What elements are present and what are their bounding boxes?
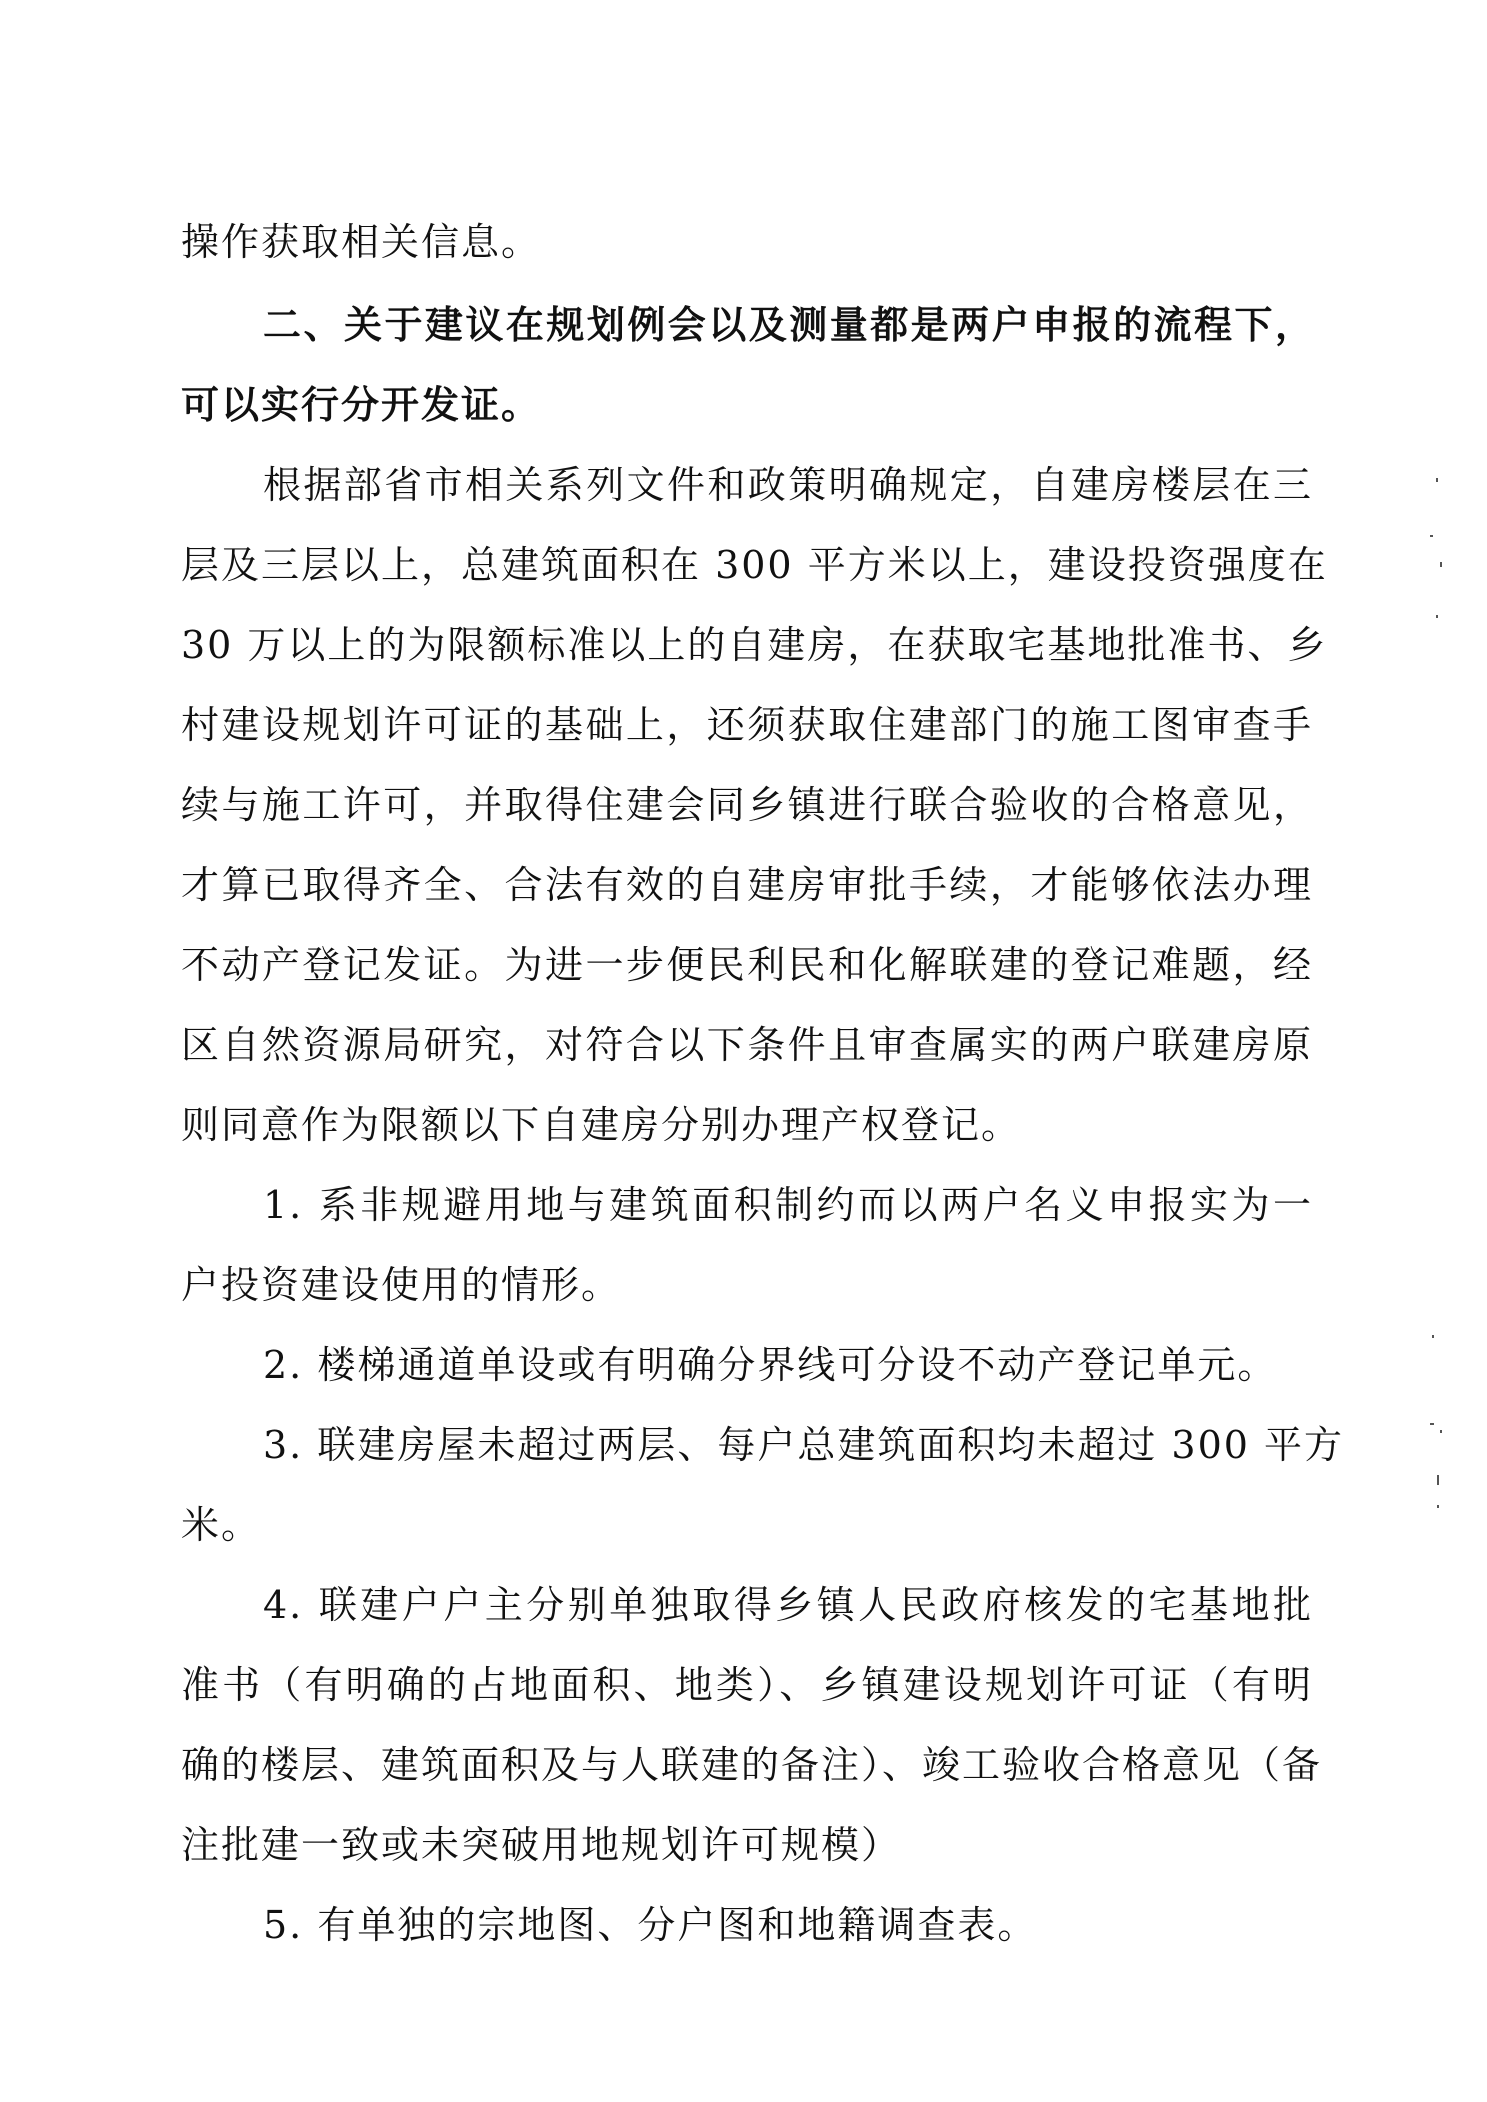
scan-speck [1437,1475,1439,1485]
text-line-6: 30 万以上的为限额标准以上的自建房，在获取宅基地批准书、乡 [181,623,1328,667]
text-line-7: 村建设规划许可证的基础上，还须获取住建部门的施工图审查手 [181,703,1313,747]
text-line-11: 区自然资源局研究，对符合以下条件且审查属实的两户联建房原 [181,1023,1313,1067]
scan-speck [1432,1335,1434,1338]
text-line-4: 根据部省市相关系列文件和政策明确规定，自建房楼层在三 [263,463,1313,507]
text-line-1: 操作获取相关信息。 [181,220,542,264]
list-item-5: 5. 有单独的宗地图、分户图和地籍调查表。 [263,1903,1038,1947]
scan-speck [1440,562,1442,567]
scan-speck [1440,1430,1442,1433]
scan-speck [1436,615,1438,618]
list-item-4-line-4: 注批建一致或未突破用地规划许可规模） [181,1823,902,1867]
section-heading-line-2: 可以实行分开发证。 [181,383,542,427]
text-line-8: 续与施工许可，并取得住建会同乡镇进行联合验收的合格意见， [181,783,1313,827]
section-heading-line-1: 二、关于建议在规划例会以及测量都是两户申报的流程下， [263,303,1315,347]
list-item-3-line-2: 米。 [181,1503,262,1547]
list-item-4-line-2: 准书（有明确的占地面积、地类）、乡镇建设规划许可证（有明 [181,1663,1313,1707]
text-line-9: 才算已取得齐全、合法有效的自建房审批手续，才能够依法办理 [181,863,1313,907]
list-item-1-line-2: 户投资建设使用的情形。 [181,1263,622,1307]
scan-speck [1437,1505,1439,1508]
scan-speck [1430,535,1433,537]
list-item-2: 2. 楼梯通道单设或有明确分界线可分设不动产登记单元。 [263,1343,1278,1387]
text-line-10: 不动产登记发证。为进一步便民利民和化解联建的登记难题，经 [181,943,1313,987]
list-item-4-line-1: 4. 联建户户主分别单独取得乡镇人民政府核发的宅基地批 [263,1583,1313,1627]
text-line-12: 则同意作为限额以下自建房分别办理产权登记。 [181,1103,1022,1147]
text-line-5: 层及三层以上，总建筑面积在 300 平方米以上，建设投资强度在 [181,543,1328,587]
list-item-1-line-1: 1. 系非规避用地与建筑面积制约而以两户名义申报实为一 [263,1183,1313,1227]
scan-speck [1430,1423,1434,1425]
list-item-3-line-1: 3. 联建房屋未超过两层、每户总建筑面积均未超过 300 平方 [263,1423,1345,1467]
list-item-4-line-3: 确的楼层、建筑面积及与人联建的备注）、竣工验收合格意见（备 [181,1743,1323,1787]
scan-speck [1436,478,1438,482]
